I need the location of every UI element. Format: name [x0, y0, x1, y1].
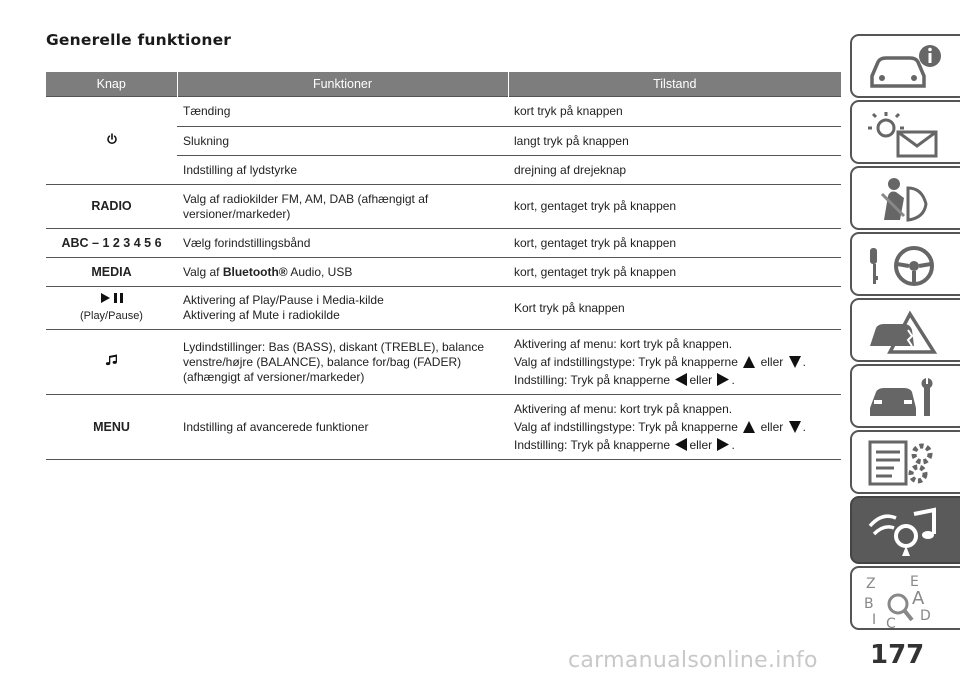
watermark: carmanualsonline.info	[568, 648, 818, 673]
starting-driving-icon	[864, 240, 944, 290]
menu-state-period: .	[802, 419, 806, 434]
menu-state-line3-text: Indstilling: Tryk på knapperne	[514, 437, 671, 452]
playpause-function-line1: Aktivering af Play/Pause i Media-kilde	[183, 293, 384, 307]
table-row	[46, 229, 841, 258]
power-key-cell	[46, 97, 177, 185]
svg-text:D: D	[920, 608, 931, 624]
playpause-key-sub: (Play/Pause)	[80, 310, 143, 322]
svg-text:B: B	[864, 596, 874, 612]
audio-state-line2-text: Valg af indstillingstype: Tryk på knapperne	[514, 354, 738, 369]
audio-state-or: eller	[689, 372, 713, 387]
menu-state-line2-text: Valg af indstillingstype: Tryk på knapperne	[514, 419, 738, 434]
state-cell: kort, gentaget tryk på knappen	[508, 258, 841, 287]
media-function-prefix: Valg af	[183, 264, 223, 279]
function-cell: Vælg forindstillingsbånd	[177, 229, 508, 258]
triangle-down-icon	[789, 356, 801, 368]
state-cell	[508, 395, 841, 460]
index-icon	[864, 574, 954, 628]
maintenance-icon	[864, 372, 944, 422]
index-tab[interactable]	[850, 566, 960, 630]
menu-key-label: MENU	[93, 419, 130, 434]
menu-state-line3	[514, 438, 835, 453]
header-knap: Knap	[46, 72, 177, 97]
menu-state-or: eller	[760, 419, 784, 434]
audio-key-cell	[46, 330, 177, 395]
table-row	[46, 330, 841, 395]
audio-state-line1: Aktivering af menu: kort tryk på knappen.	[514, 336, 733, 351]
emergency-icon	[864, 306, 944, 356]
function-cell: Tænding	[177, 97, 508, 127]
media-function-bold: Bluetooth®	[222, 264, 288, 279]
warning-lights-tab[interactable]	[850, 100, 960, 164]
state-cell	[508, 330, 841, 395]
play-pause-icon	[99, 292, 125, 304]
table-header-row	[46, 72, 841, 97]
multimedia-icon	[864, 504, 944, 558]
function-cell: Indstilling af avancerede funktioner	[177, 395, 508, 460]
state-cell: kort tryk på knappen	[508, 97, 841, 127]
triangle-up-icon	[743, 356, 755, 368]
state-cell: langt tryk på knappen	[508, 127, 841, 156]
table-row	[46, 287, 841, 330]
warning-lights-icon	[864, 108, 944, 158]
svg-text:Z: Z	[866, 576, 876, 592]
triangle-right-icon	[717, 438, 729, 451]
triangle-right-icon	[717, 373, 729, 386]
function-cell: Slukning	[177, 127, 508, 156]
state-cell: kort, gentaget tryk på knappen	[508, 185, 841, 229]
playpause-key-cell	[46, 287, 177, 330]
car-info-tab[interactable]	[850, 34, 960, 98]
svg-text:I: I	[872, 612, 877, 628]
playpause-function-line2: Aktivering af Mute i radiokilde	[183, 308, 340, 322]
car-info-icon	[864, 42, 944, 92]
triangle-left-icon	[675, 373, 687, 386]
maintenance-tab[interactable]	[850, 364, 960, 428]
menu-state-period: .	[731, 437, 735, 452]
svg-text:A: A	[912, 588, 925, 609]
state-cell: drejning af drejeknap	[508, 156, 841, 185]
presets-key-cell	[46, 229, 177, 258]
menu-state-or: eller	[689, 437, 713, 452]
state-cell: kort, gentaget tryk på knappen	[508, 229, 841, 258]
table-row	[46, 395, 841, 460]
menu-key-cell	[46, 395, 177, 460]
menu-state-line1: Aktivering af menu: kort tryk på knappen.	[514, 401, 733, 416]
svg-text:E: E	[910, 574, 919, 590]
function-cell: Indstilling af lydstyrke	[177, 156, 508, 185]
audio-state-line2	[514, 355, 835, 370]
starting-driving-tab[interactable]	[850, 232, 960, 296]
state-cell: Kort tryk på knappen	[508, 287, 841, 330]
header-tilstand: Tilstand	[508, 72, 841, 97]
technical-data-icon	[864, 438, 944, 488]
technical-data-tab[interactable]	[850, 430, 960, 494]
audio-state-period: .	[731, 372, 735, 387]
triangle-left-icon	[675, 438, 687, 451]
svg-text:C: C	[886, 616, 896, 628]
audio-state-or: eller	[760, 354, 784, 369]
triangle-up-icon	[743, 421, 755, 433]
power-icon	[106, 133, 118, 145]
table-row	[46, 97, 841, 127]
music-note-icon	[105, 354, 118, 366]
table-row	[46, 185, 841, 229]
page-title: Generelle funktioner	[46, 31, 232, 49]
radio-key-cell	[46, 185, 177, 229]
function-cell	[177, 258, 508, 287]
menu-state-line2	[514, 420, 835, 435]
function-cell: Lydindstillinger: Bas (BASS), diskant (TREBLE), balance venstre/højre (BALANCE), balance for/bag (FADER) (afhængigt af versioner/markeder)	[177, 330, 508, 395]
media-key-cell	[46, 258, 177, 287]
function-cell	[177, 287, 508, 330]
table-row	[46, 258, 841, 287]
media-function-suffix: Audio, USB	[287, 264, 353, 279]
functions-table	[46, 72, 841, 460]
media-key-label: MEDIA	[91, 264, 132, 279]
emergency-tab[interactable]	[850, 298, 960, 362]
page-number: 177	[870, 640, 925, 670]
function-cell: Valg af radiokilder FM, AM, DAB (afhængigt af versioner/markeder)	[177, 185, 508, 229]
audio-state-line3-text: Indstilling: Tryk på knapperne	[514, 372, 671, 387]
presets-key-label: ABC – 1 2 3 4 5 6	[61, 235, 162, 250]
header-funktioner: Funktioner	[177, 72, 508, 97]
radio-key-label: RADIO	[91, 199, 132, 213]
triangle-down-icon	[789, 421, 801, 433]
safety-icon	[864, 174, 944, 224]
multimedia-tab[interactable]	[850, 496, 960, 564]
audio-state-line3	[514, 373, 835, 388]
safety-tab[interactable]	[850, 166, 960, 230]
audio-state-period: .	[802, 354, 806, 369]
